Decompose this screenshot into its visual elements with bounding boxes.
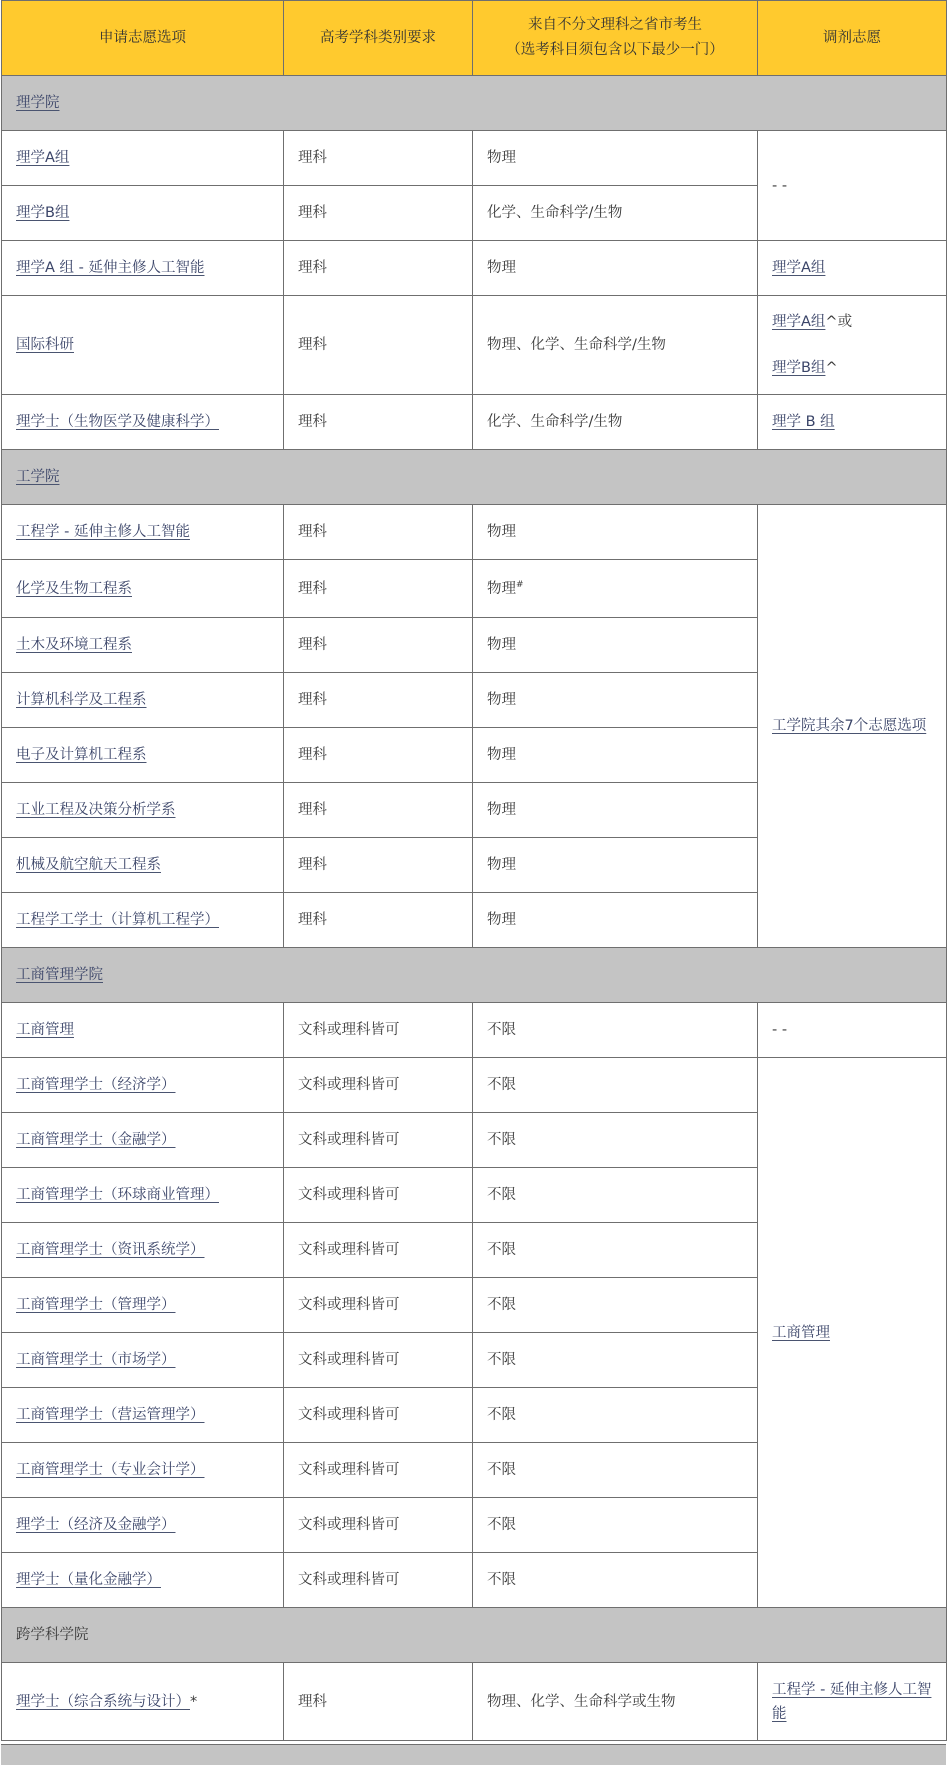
table-row xyxy=(2,505,947,560)
requirement-cell: 文科或理科皆可 xyxy=(284,1058,473,1113)
program-link[interactable]: 理学士（量化金融学） xyxy=(16,1572,161,1588)
program-link[interactable]: 工商管理学士（环球商业管理） xyxy=(16,1187,219,1203)
program-link[interactable]: 土木及环境工程系 xyxy=(16,637,132,653)
requirement-cell: 理科 xyxy=(284,131,473,186)
program-link[interactable]: 理学士（综合系统与设计） xyxy=(16,1693,190,1710)
table-row xyxy=(2,395,947,450)
requirement-cell: 理科 xyxy=(284,893,473,948)
adjustment-link[interactable]: 理学A组 xyxy=(772,314,826,330)
header-program: 申请志愿选项 xyxy=(2,1,284,76)
header-subjects xyxy=(473,1,758,76)
requirement-cell: 理科 xyxy=(284,618,473,673)
adjustment-suffix: ^ xyxy=(825,360,838,376)
subjects-cell: 不限 xyxy=(473,1388,758,1443)
subjects-cell: 物理 xyxy=(473,673,758,728)
subjects-cell: 不限 xyxy=(473,1278,758,1333)
subjects-cell: 物理 xyxy=(473,893,758,948)
requirement-cell: 理科 xyxy=(284,296,473,395)
section-label-interdisciplinary: 跨学科学院 xyxy=(2,1608,947,1663)
requirement-cell: 文科或理科皆可 xyxy=(284,1223,473,1278)
section-row-engineering xyxy=(2,450,947,505)
program-link[interactable]: 理学士（生物医学及健康科学） xyxy=(16,414,219,430)
subjects-cell: 不限 xyxy=(473,1058,758,1113)
subjects-cell: 不限 xyxy=(473,1113,758,1168)
adjustment-option xyxy=(772,310,932,334)
requirement-cell: 文科或理科皆可 xyxy=(284,1113,473,1168)
requirement-cell: 理科 xyxy=(284,838,473,893)
program-link[interactable]: 工商管理学士（市场学） xyxy=(16,1352,176,1368)
subjects-cell: 不限 xyxy=(473,1498,758,1553)
adjustment-link[interactable]: 理学 B 组 xyxy=(772,414,835,430)
requirement-cell: 文科或理科皆可 xyxy=(284,1388,473,1443)
requirement-cell: 文科或理科皆可 xyxy=(284,1333,473,1388)
subjects-cell: 不限 xyxy=(473,1553,758,1608)
requirement-cell: 理科 xyxy=(284,395,473,450)
adjustment-link[interactable]: 工商管理 xyxy=(772,1324,830,1341)
subjects-cell: 物理 xyxy=(473,618,758,673)
subjects-text: 物理 xyxy=(487,580,516,597)
table-header-row xyxy=(2,1,947,76)
requirement-cell: 理科 xyxy=(284,783,473,838)
program-link[interactable]: 国际科研 xyxy=(16,337,74,353)
program-link[interactable]: 工商管理学士（营运管理学） xyxy=(16,1407,205,1423)
program-link[interactable]: 计算机科学及工程系 xyxy=(16,692,147,708)
subjects-cell: 物理 xyxy=(473,783,758,838)
subjects-cell: 不限 xyxy=(473,1168,758,1223)
subjects-cell: 化学、生命科学/生物 xyxy=(473,186,758,241)
subjects-cell: 不限 xyxy=(473,1003,758,1058)
table-row xyxy=(2,1663,947,1741)
adjustment-option xyxy=(772,356,932,380)
program-link[interactable]: 工商管理 xyxy=(16,1022,74,1038)
requirement-cell: 理科 xyxy=(284,505,473,560)
requirement-cell: 文科或理科皆可 xyxy=(284,1278,473,1333)
header-subjects-line1: 来自不分文理科之省市考生 xyxy=(528,17,702,33)
subjects-cell: 不限 xyxy=(473,1443,758,1498)
section-row-interdisciplinary xyxy=(2,1608,947,1663)
header-adjustment: 调剂志愿 xyxy=(758,1,947,76)
subjects-cell: 物理、化学、生命科学或生物 xyxy=(473,1663,758,1741)
subjects-cell: 化学、生命科学/生物 xyxy=(473,395,758,450)
requirement-cell: 理科 xyxy=(284,186,473,241)
requirement-cell: 理科 xyxy=(284,560,473,618)
subjects-cell: 物理 xyxy=(473,241,758,296)
program-link[interactable]: 理学A组 xyxy=(16,150,70,166)
table-row xyxy=(2,296,947,395)
program-link[interactable]: 理学B组 xyxy=(16,205,70,221)
section-row-business xyxy=(2,948,947,1003)
requirement-cell: 文科或理科皆可 xyxy=(284,1498,473,1553)
adjustment-link[interactable]: 工学院其余7个志愿选项 xyxy=(772,718,927,734)
adjustment-cell xyxy=(758,296,947,395)
program-link[interactable]: 工业工程及决策分析学系 xyxy=(16,802,176,818)
requirement-cell: 文科或理科皆可 xyxy=(284,1168,473,1223)
program-link[interactable]: 理学士（经济及金融学） xyxy=(16,1517,176,1533)
adjustment-link[interactable]: 理学A组 xyxy=(772,260,826,276)
requirement-cell: 理科 xyxy=(284,728,473,783)
adjustment-cell: - - xyxy=(758,1003,947,1058)
program-link[interactable]: 化学及生物工程系 xyxy=(16,580,132,597)
subjects-cell: 不限 xyxy=(473,1333,758,1388)
section-row-science xyxy=(2,76,947,131)
subjects-cell: 物理、化学、生命科学/生物 xyxy=(473,296,758,395)
subjects-cell: 物理 xyxy=(473,728,758,783)
subjects-cell: 物理 xyxy=(473,505,758,560)
requirement-cell: 文科或理科皆可 xyxy=(284,1553,473,1608)
program-link[interactable]: 工程学工学士（计算机工程学） xyxy=(16,912,219,928)
table-row xyxy=(2,1058,947,1113)
adjustment-link[interactable]: 工程学 - 延伸主修人工智能 xyxy=(772,1681,932,1722)
header-requirement: 高考学科类别要求 xyxy=(284,1,473,76)
requirement-cell: 理科 xyxy=(284,241,473,296)
program-link[interactable]: 电子及计算机工程系 xyxy=(16,747,147,763)
adjustment-cell: - - xyxy=(758,131,947,241)
next-section-strip xyxy=(1,1744,946,1765)
requirement-cell: 理科 xyxy=(284,1663,473,1741)
program-link[interactable]: 工商管理学士（专业会计学） xyxy=(16,1462,205,1478)
subjects-cell: 物理 xyxy=(473,838,758,893)
program-link[interactable]: 工商管理学士（管理学） xyxy=(16,1297,176,1313)
hash-note: # xyxy=(516,579,524,590)
section-link-engineering[interactable]: 工学院 xyxy=(16,469,60,485)
program-link[interactable]: 机械及航空航天工程系 xyxy=(16,857,161,873)
table-row xyxy=(2,1003,947,1058)
program-link[interactable]: 工商管理学士（金融学） xyxy=(16,1132,176,1148)
program-link[interactable]: 理学A 组 - 延伸主修人工智能 xyxy=(16,260,205,276)
requirement-cell: 文科或理科皆可 xyxy=(284,1443,473,1498)
program-link[interactable]: 工商管理学士（资讯系统学） xyxy=(16,1242,205,1258)
admission-table xyxy=(1,0,947,1741)
program-link[interactable]: 工程学 - 延伸主修人工智能 xyxy=(16,524,190,540)
requirement-cell: 文科或理科皆可 xyxy=(284,1003,473,1058)
subjects-cell: 不限 xyxy=(473,1223,758,1278)
section-link-science[interactable]: 理学院 xyxy=(16,95,60,111)
subjects-cell xyxy=(473,560,758,618)
subjects-cell: 物理 xyxy=(473,131,758,186)
star-note: * xyxy=(190,1693,198,1710)
header-subjects-line2: （选考科目须包含以下最少一门） xyxy=(506,42,724,58)
section-link-business[interactable]: 工商管理学院 xyxy=(16,967,103,983)
table-row xyxy=(2,131,947,186)
program-link[interactable]: 工商管理学士（经济学） xyxy=(16,1077,176,1093)
adjustment-link[interactable]: 理学B组 xyxy=(772,360,826,376)
table-row xyxy=(2,241,947,296)
adjustment-suffix: ^或 xyxy=(825,314,853,330)
requirement-cell: 理科 xyxy=(284,673,473,728)
